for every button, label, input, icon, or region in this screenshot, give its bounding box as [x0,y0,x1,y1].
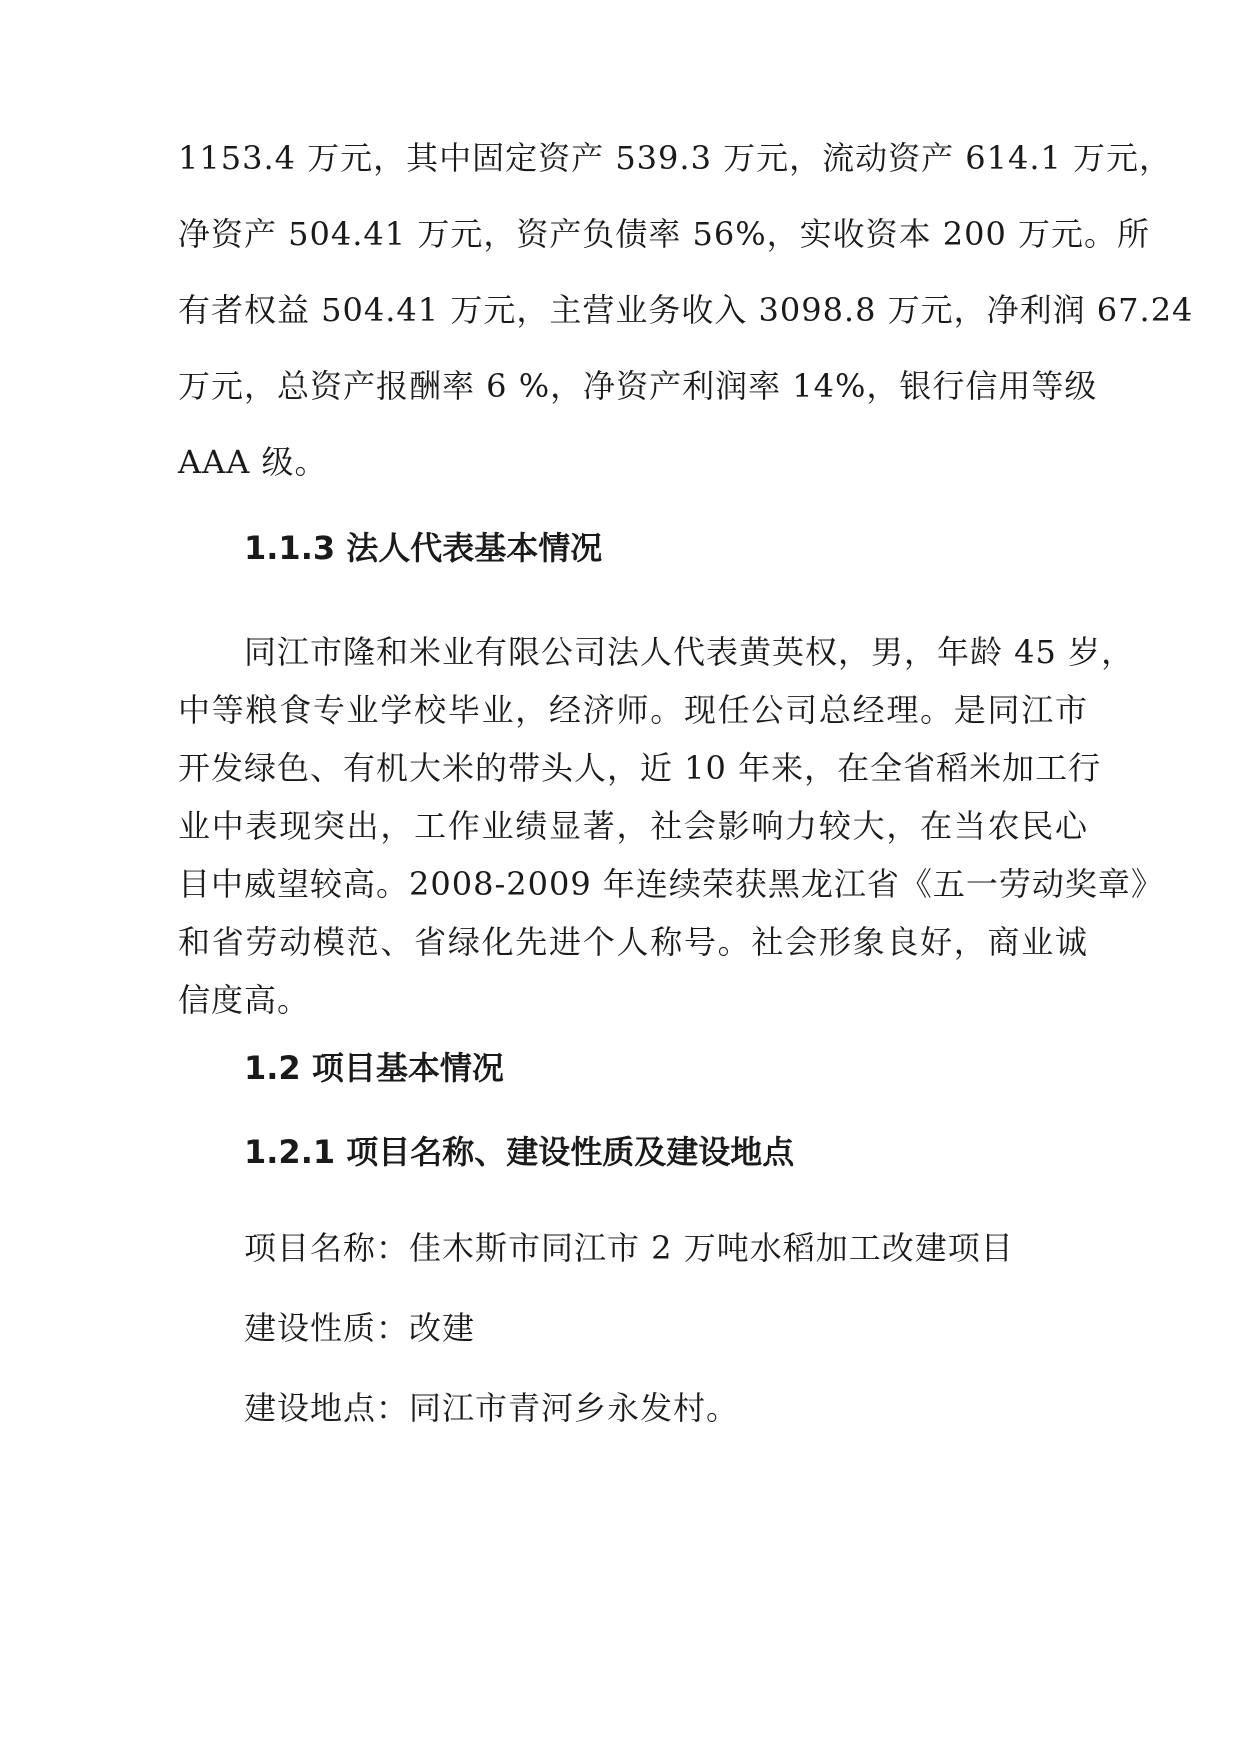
financial-paragraph-line-1: 1153.4 万元，其中固定资产 539.3 万元，流动资产 614.1 万元， [178,139,1173,177]
legal-rep-paragraph-line-2: 中等粮食专业学校毕业，经济师。现任公司总经理。是同江市 [178,691,1088,729]
financial-paragraph-line-2: 净资产 504.41 万元，资产负债率 56%，实收资本 200 万元。所 [178,215,1151,253]
legal-rep-paragraph-line-4: 业中表现突出，工作业绩显著，社会影响力较大，在当农民心 [178,807,1088,845]
project-nature-field: 建设性质：改建 [244,1309,476,1347]
section-heading-1-2-1: 1.2.1 项目名称、建设性质及建设地点 [244,1133,795,1171]
legal-rep-paragraph-line-7: 信度高。 [178,981,311,1019]
financial-paragraph-line-3: 有者权益 504.41 万元，主营业务收入 3098.8 万元，净利润 67.24 [178,291,1194,329]
legal-rep-paragraph-line-1: 同江市隆和米业有限公司法人代表黄英权，男，年龄 45 岁， [244,633,1135,671]
financial-paragraph-line-5: AAA 级。 [178,443,328,481]
project-location-field: 建设地点：同江市青河乡永发村。 [244,1389,740,1427]
section-heading-1-1-3: 1.1.3 法人代表基本情况 [244,529,603,567]
financial-paragraph-line-4: 万元，总资产报酬率 6 %，净资产利润率 14%，银行信用等级 [178,367,1098,405]
legal-rep-paragraph-line-3: 开发绿色、有机大米的带头人，近 10 年来，在全省稻米加工行 [178,749,1102,787]
legal-rep-paragraph-line-5: 目中威望较高。2008-2009 年连续荣获黑龙江省《五一劳动奖章》 [178,865,1164,903]
section-heading-1-2: 1.2 项目基本情况 [244,1049,504,1087]
project-name-field: 项目名称：佳木斯市同江市 2 万吨水稻加工改建项目 [244,1229,1014,1267]
legal-rep-paragraph-line-6: 和省劳动模范、省绿化先进个人称号。社会形象良好，商业诚 [178,923,1088,961]
